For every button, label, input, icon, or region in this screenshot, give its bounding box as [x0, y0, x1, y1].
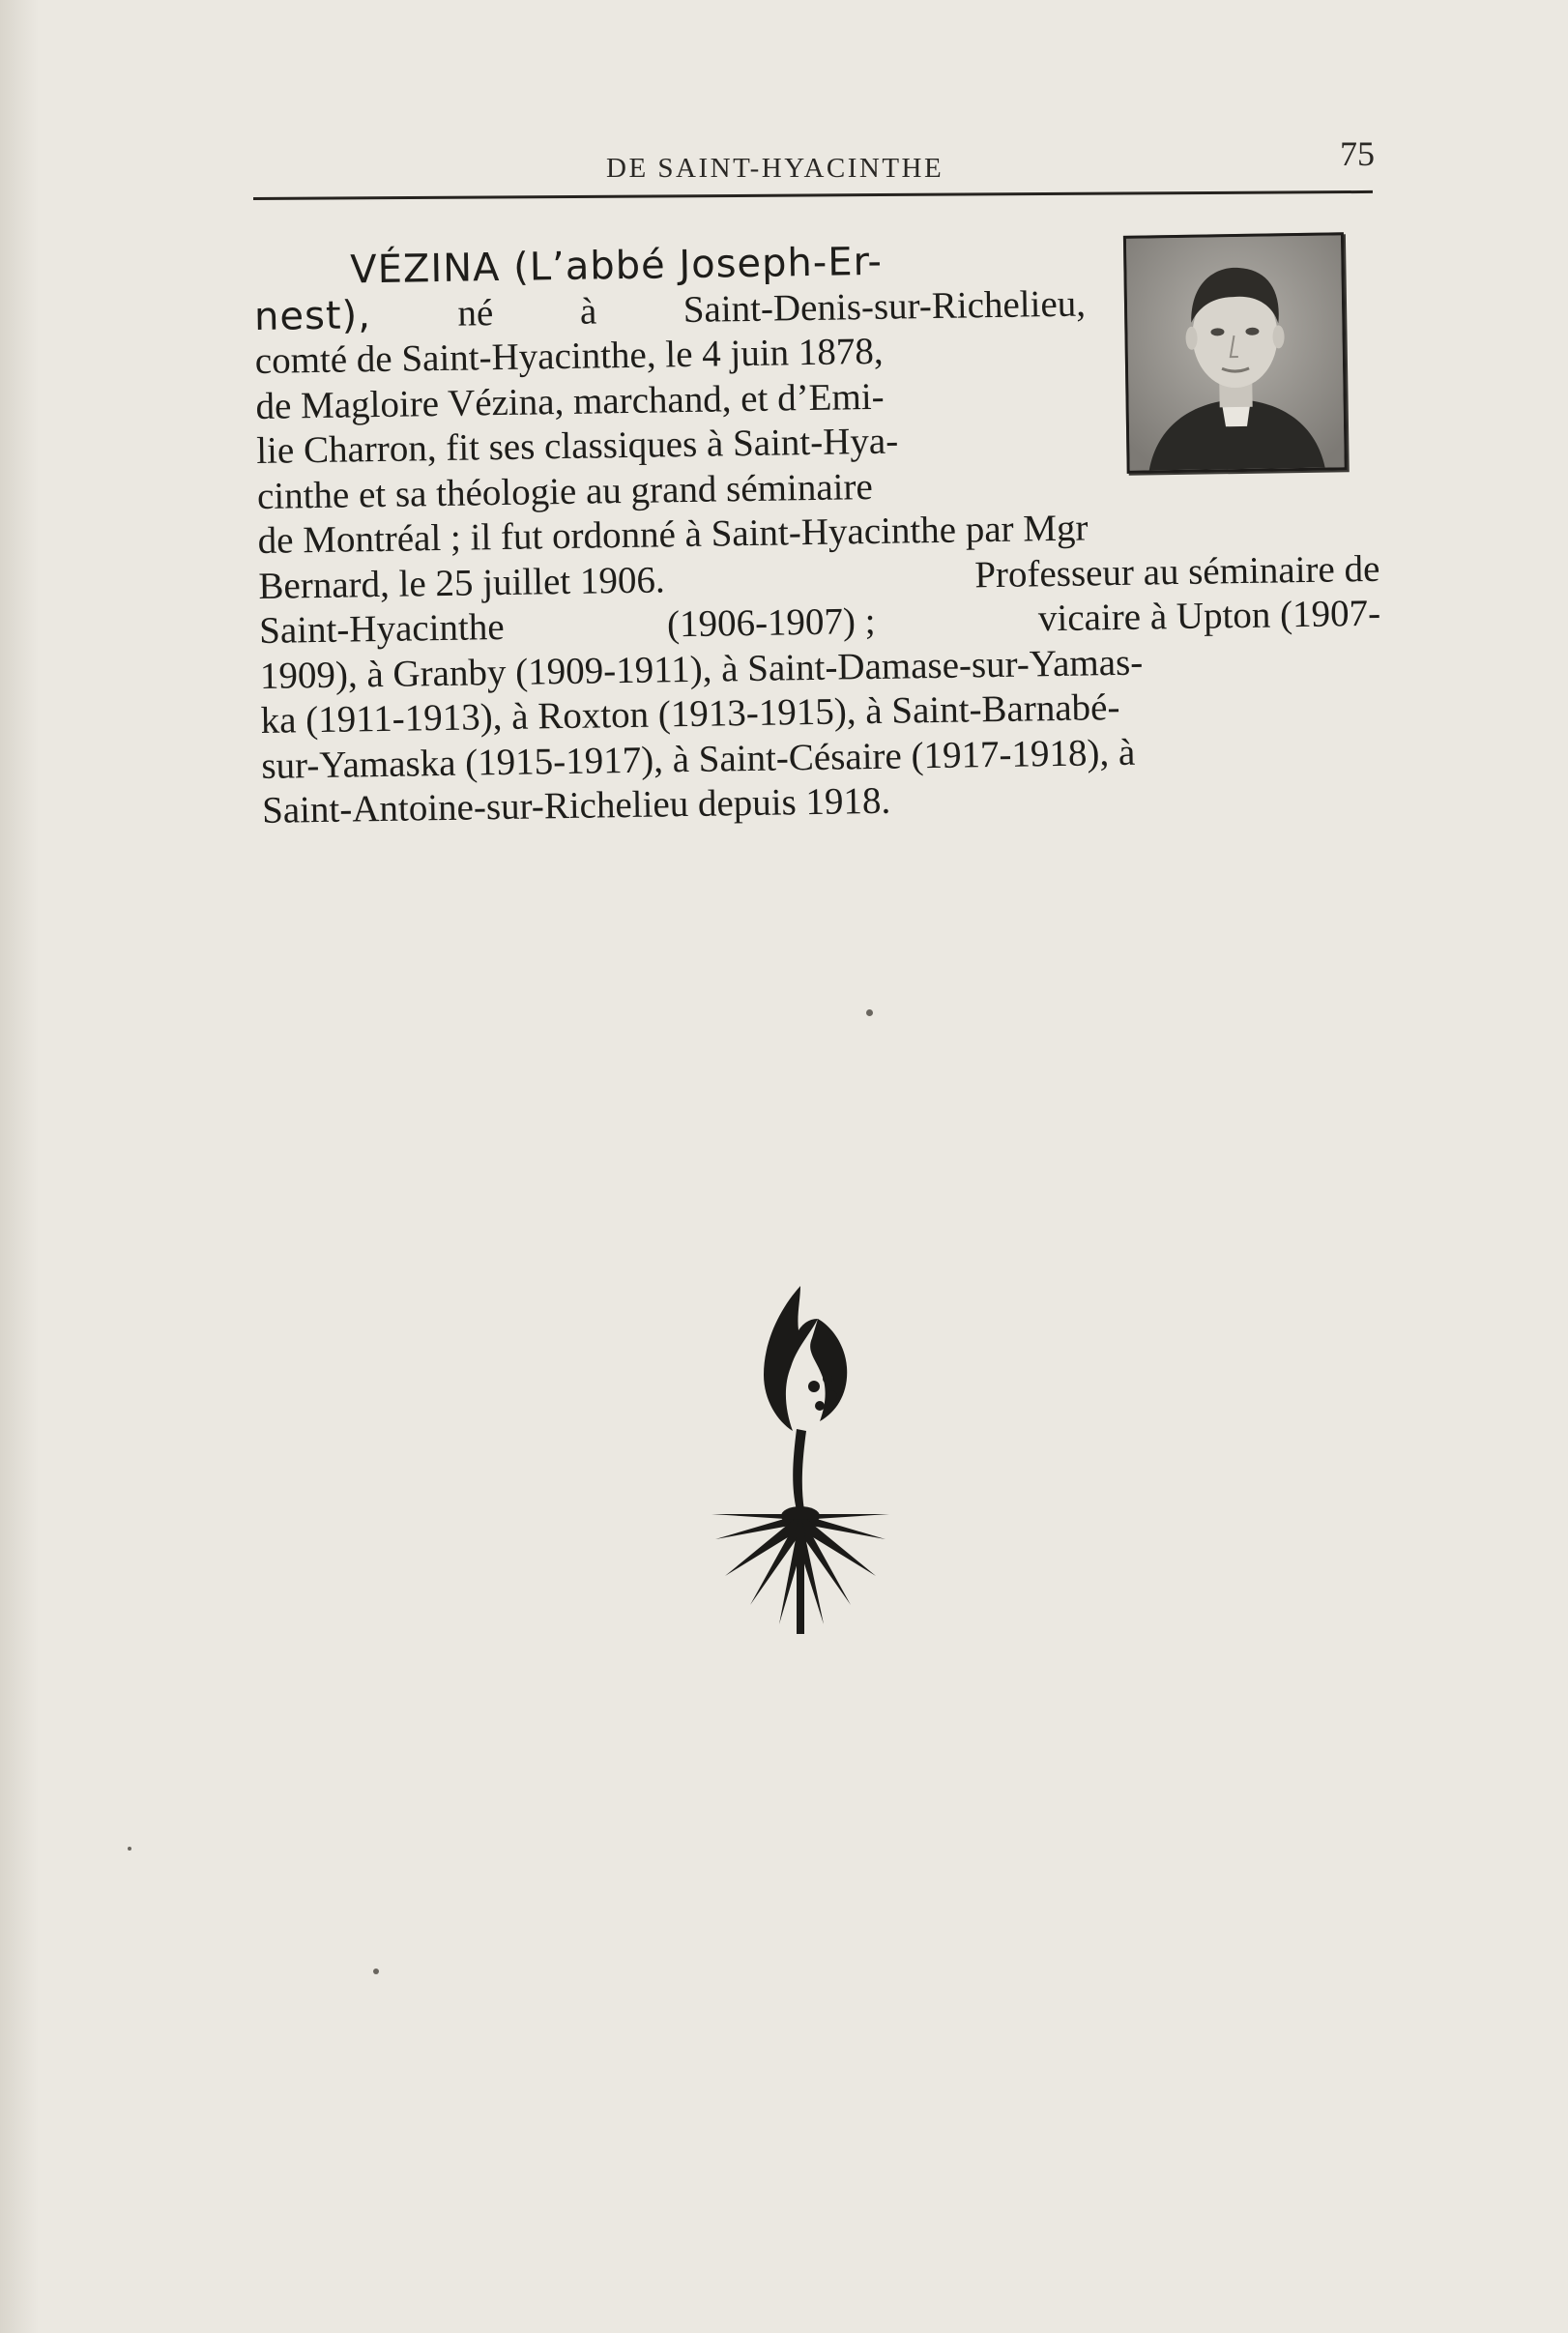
bio-segment: Saint-Hyacinthe [258, 605, 505, 652]
bio-segment: (1906-1907) ; [666, 599, 876, 646]
bio-line: ka (1911-1913), à Roxton (1913-1915), à Saint-Barnabé- [260, 685, 1120, 742]
bio-segment: Bernard, le 25 juillet 1906. [258, 558, 666, 607]
bio-line: lie Charron, fit ses classiques à Saint-Hya- [255, 420, 899, 472]
bio-line: de Montréal ; il fut ordonné à Saint-Hyacinthe par Mgr [257, 507, 1089, 562]
bio-word: né [457, 291, 494, 335]
bio-line: comté de Saint-Hyacinthe, le 4 juin 1878, [254, 330, 884, 382]
paper-speck [128, 1847, 131, 1851]
entry-name: VÉZINA (L’abbé Joseph-Er- [349, 239, 884, 293]
bio-line: sur-Yamaska (1915-1917), à Saint-Césaire (1917-1918), à [261, 731, 1136, 787]
priest-portrait-icon [1126, 235, 1345, 470]
bio-line: de Magloire Vézina, marchand, et d’Emi- [255, 375, 885, 427]
header-rule [253, 190, 1373, 200]
bio-word: Saint-Denis-sur-Richelieu, [682, 281, 1087, 331]
biography-entry [253, 232, 1381, 831]
running-head: DE SAINT-HYACINTHE [606, 153, 944, 184]
floral-tailpiece-icon [704, 1286, 897, 1634]
bio-segment: Professeur au séminaire de [973, 547, 1380, 596]
paper-speck [866, 1009, 873, 1016]
paper-speck [373, 1968, 379, 1974]
bio-line: cinthe et sa théologie au grand séminaire [256, 465, 874, 517]
portrait-photo [1123, 232, 1348, 474]
bio-segment: vicaire à Upton (1907- [1037, 592, 1381, 640]
bio-word: à [579, 289, 597, 333]
gutter-shadow [0, 0, 39, 2333]
bio-line: 1909), à Granby (1909-1911), à Saint-Damase-sur-Yamas- [259, 641, 1144, 697]
bio-line: Saint-Antoine-sur-Richelieu depuis 1918. [261, 779, 891, 831]
entry-name-end: nest), [253, 292, 372, 339]
page-number: 75 [1340, 134, 1375, 173]
page-header [253, 133, 1375, 191]
